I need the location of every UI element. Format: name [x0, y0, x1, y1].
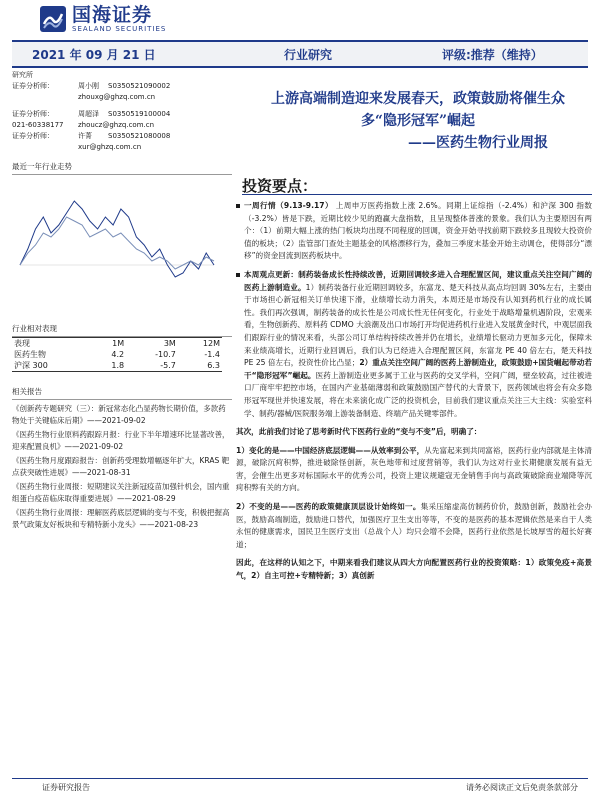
brand-name-en: SEALAND SECURITIES	[72, 25, 167, 33]
list-item[interactable]: 《医药生物月度跟踪报告：创新药受理数增幅逐年扩大，KRAS 靶点获突破性进展》——2021-08-31	[12, 456, 230, 477]
paragraph: 1）变化的是——中国经济底层逻辑——从效率到公平，从先富起来到共同富裕，医药行业内部就是主体清源，破除沉疴积弊，推进破除怪创新，灰色地带和过度营销等，我们认为这对行业长期健康发展有益无害，会催生出更多对标国际水平的优秀公司，投资上建议规避寇无金销售手向与高政策破除商业端降等沉疴积弊有关的方向。	[236, 445, 592, 493]
paragraph: 本周观点更新：制药装备成长性持续改善，近期回调较多进入合理配置区间，建议重点关注空间广阔的医药上游制造业。1）制药装备行业近期回调较多，东富龙、楚天科技从高点均回调 30%左右，主要由于市场担心新冠相关订单快速下滑，业绩增长动力消失，本周还是市场没有认知到药机行业的成长属性。我们再次强调，制药装备的成长性是公司成长性无任何变化，行业处于战略增量机遇阶段，宏观来看，生物创新药、原料药 CDMO 大浪潮及出口市场打开均促进药机行业进入发展黄金时代，中观层面我们跟踪行业的情况来看，头部公司订单结构持续改善并仍在增长，业绩增长驱动力更加多元化，保障未来业绩高增长，近期行业回调后，我们认为已经进入合理配置区间，东富龙 PE 40 倍左右，楚天科技 PE 25 倍左右，投资性价比凸显；2）重点关注空间广阔的医药上游制造业，政策鼓励+国货崛起带动若干“隐形冠军”崛起。医药上游制造业更多属于工业与医药的交叉学科，空间广阔，壁垒较高，过往被进口厂商牢牢把控市场，在国内产业基础薄弱和政策鼓励国产替代的大背景下，医药领域也将会有众多隐形冠军现世并快速发展，将在未来演化成广泛的投资机会，目前我们建议重点关注三大主线：实验室科学、制药/器械/医院服务端上游装备制造、终端产品关键零部件。	[236, 269, 592, 420]
list-item[interactable]: 《医药生物行业周报：短期建议关注新冠疫苗加强针机会，国内重组蛋白疫苗临床取得重要进展》——2021-08-29	[12, 482, 230, 503]
paragraph: 2）不变的是——医药的政策健康顶层设计始终如一。集采压缩虚高仿制药价价，鼓励创新，鼓励社会办医，鼓励高端制造，鼓励进口替代，加强医疗卫生支出等等，不变的是医药的基本逻辑依然是来自于人类永恒的健康需求，国民卫生医疗支出（总战个人）均只会增不会降，医药行业依然是长坡厚雪的超长好赛道；	[236, 502, 593, 549]
brand-logo	[40, 4, 166, 34]
table-row: 沪深 300 1.8 -5.7 6.3	[14, 361, 220, 370]
chart-title: 最近一年行业走势	[12, 161, 232, 175]
paragraph: 因此，在这样的认知之下，中期来看我们建议从四大方向配置医药行业的投资策略：1）政策免疫+高景气，2）自主可控+专精特新；3）真创新	[236, 558, 592, 581]
related-list	[12, 403, 232, 530]
list-item[interactable]: 《创新药专题研究（三）：新冠常态化凸显药物长期价值，多款药物处于关键临床后期》——2021-09-02	[12, 404, 226, 425]
table-header-row: 表现 1M 3M 12M	[14, 339, 220, 348]
research-label: 研究所	[12, 71, 33, 79]
footer-right: 请务必阅读正文后免责条款部分	[466, 783, 578, 792]
report-title: 上游高端制造迎来发展春天，政策鼓励将催生众 多“隐形冠军”崛起 ——医药生物行业周报	[271, 91, 565, 151]
report-rating: 评级:推荐（维持）	[442, 48, 543, 62]
analyst-contact: zhouxg@ghzq.com.cn	[78, 93, 156, 101]
heading-divider	[242, 194, 592, 195]
paragraph: 一周行情（9.13-9.17） 上周申万医药指数上涨 2.6%。同期上证综指（-2.4%）和沪深 300 指数（-3.2%）皆是下跌，近期比较少见的跑赢大盘指数，且呈现整体普涨的景象。我们认为主要原因有两个：（1）前期大幅上涨的热门板块均出现不同程度的回调，资金开始寻找前期下跌较多且现较大投资价值的板块；（2）监管部门查处主题基金的风格漂移行为，叠加三季度末基金开始主动调仓，使得部分“漂移”的资金回流到医药板块中。	[236, 200, 592, 263]
analyst-row: 证券分析师： 许菁 S0350521080008	[12, 132, 171, 140]
analyst-row: 证券分析师： 周小刚 S0350521090002	[12, 82, 171, 90]
section-heading: 投资要点：	[242, 177, 318, 195]
page-footer	[12, 778, 588, 792]
analyst-block	[12, 81, 232, 153]
brand-mark-icon	[40, 6, 66, 32]
report-category: 行业研究	[284, 48, 333, 62]
analyst-contact: xur@ghzq.com.cn	[78, 143, 142, 151]
perf-table	[12, 337, 222, 372]
footer-left: 证券研究报告	[42, 783, 90, 792]
main-body	[236, 200, 592, 589]
brand-name: 国海证券	[72, 4, 153, 26]
list-item[interactable]: 《医药生物行业周报：理解医药底层逻辑的变与不变，积极把握高景气政策友好板块和专精特新小龙头》——2021-08-23	[12, 508, 230, 529]
perf-title: 行业相对表现	[12, 323, 232, 337]
series-line-1	[20, 217, 214, 269]
report-date: 2021 年 09 月 21 日	[32, 48, 156, 62]
table-row: 医药生物 4.2 -10.7 -1.4	[14, 350, 220, 359]
sidebar	[12, 70, 232, 533]
list-item[interactable]: 《医药生物行业原料药跟踪月报：行业下半年增速环比显著改善，迎来配置良机》——2021-09-02	[12, 430, 230, 451]
analyst-row: 证券分析师： 周超泽 S0350519100004	[12, 110, 171, 118]
report-header-bar	[12, 40, 588, 68]
trend-chart	[12, 175, 222, 315]
paragraph: 其次，此前我们讨论了思考新时代下医药行业的“变与不变”后，明确了：	[236, 427, 482, 437]
related-title: 相关报告	[12, 386, 232, 400]
analyst-phone: 021-60338177 zhoucz@ghzq.com.cn	[12, 121, 155, 129]
series-line-0	[20, 201, 214, 277]
